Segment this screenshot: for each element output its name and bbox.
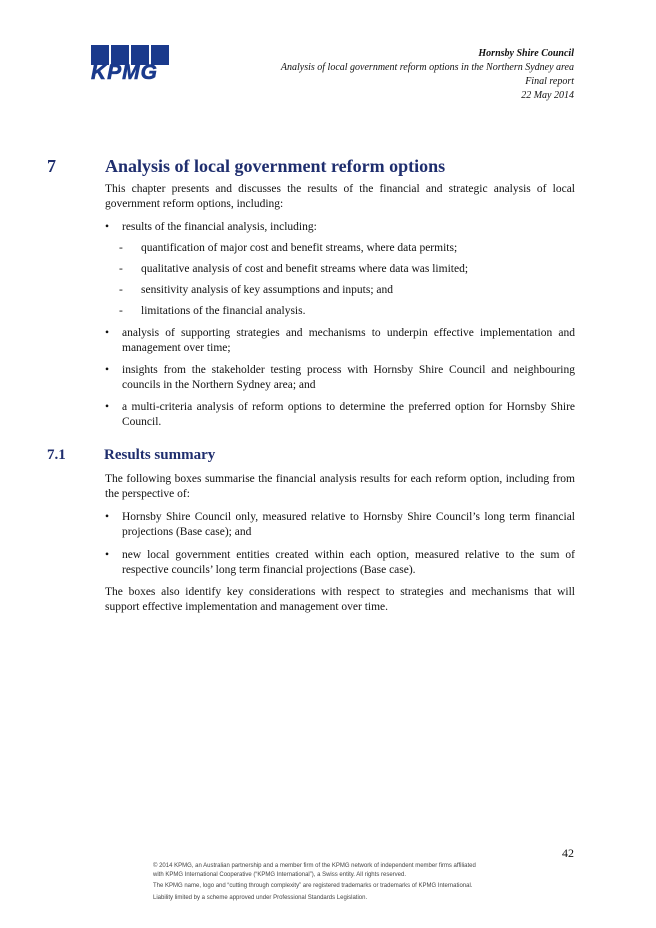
bullet-item [105, 220, 575, 235]
legal-footer [153, 862, 553, 902]
kpmg-logo [91, 45, 169, 84]
bullet-text: analysis of supporting strategies and mechanisms to underpin effective implementation and management over time; [122, 327, 575, 354]
dash-marker: - [119, 284, 123, 296]
sub-bullet-item [105, 283, 575, 298]
bullet-item [105, 510, 575, 540]
page-number: 42 [562, 846, 574, 860]
bullet-text: results of the financial analysis, including: [122, 221, 317, 233]
sub-bullet-text: limitations of the financial analysis. [141, 305, 306, 317]
bullet-marker: • [105, 327, 110, 339]
kpmg-logo-text: KPMG [91, 61, 158, 84]
dash-marker: - [119, 305, 123, 317]
chapter-intro: This chapter presents and discusses the results of the financial and strategic analysis of local government reform options, including: [105, 183, 575, 210]
chapter-body [105, 182, 575, 430]
sub-bullet-item [105, 262, 575, 277]
bullet-item [105, 548, 575, 578]
bullet-text: new local government entities created within each option, measured relative to the sum of respective councils’ long term financial projections (Base case). [122, 549, 575, 576]
bullet-item [105, 363, 575, 393]
header-council: Hornsby Shire Council [478, 48, 574, 59]
header-report: Final report [525, 76, 574, 87]
summary-intro: The following boxes summarise the financial analysis results for each reform option, including from the perspective of: [105, 473, 575, 500]
footer-line: with KPMG International Cooperative (“KPMG International”), a Swiss entity. All rights reserved. [153, 871, 406, 878]
bullet-marker: • [105, 511, 110, 523]
document-header [281, 47, 574, 103]
section-title: Results summary [104, 447, 216, 463]
summary-closing: The boxes also identify key considerations with respect to strategies and mechanisms that will support effective implementation and management over time. [105, 586, 575, 613]
sub-bullet-text: qualitative analysis of cost and benefit streams where data was limited; [141, 263, 469, 275]
chapter-title: Analysis of local government reform options [105, 156, 446, 176]
bullet-marker: • [105, 364, 110, 376]
section-body [105, 472, 575, 615]
header-date: 22 May 2014 [521, 90, 574, 101]
footer-line: The KPMG name, logo and “cutting through complexity” are registered trademarks or trademarks of KPMG International. [153, 883, 473, 889]
chapter-number: 7 [47, 156, 56, 176]
bullet-item [105, 400, 575, 430]
sub-bullet-item [105, 241, 575, 256]
sub-bullet-item [105, 304, 575, 319]
bullet-text: insights from the stakeholder testing process with Hornsby Shire Council and neighbouring councils in the Northern Sydney area; and [122, 364, 575, 391]
footer-line: Liability limited by a scheme approved under Professional Standards Legislation. [153, 894, 368, 901]
bullet-marker: • [105, 221, 110, 233]
dash-marker: - [119, 242, 123, 254]
header-subtitle: Analysis of local government reform options in the Northern Sydney area [280, 62, 574, 73]
dash-marker: - [119, 263, 123, 275]
bullet-text: a multi-criteria analysis of reform options to determine the preferred option for Hornsby Shire Council. [122, 401, 575, 428]
sub-bullet-text: sensitivity analysis of key assumptions and inputs; and [141, 284, 394, 296]
bullet-marker: • [105, 549, 110, 561]
bullet-item [105, 326, 575, 356]
sub-bullet-text: quantification of major cost and benefit streams, where data permits; [141, 242, 458, 254]
bullet-marker: • [105, 401, 110, 413]
bullet-text: Hornsby Shire Council only, measured relative to Hornsby Shire Council’s long term financial projections (Base case); and [122, 511, 575, 538]
section-number: 7.1 [47, 447, 66, 463]
footer-line: © 2014 KPMG, an Australian partnership and a member firm of the KPMG network of independent member firms affiliated [153, 863, 476, 869]
